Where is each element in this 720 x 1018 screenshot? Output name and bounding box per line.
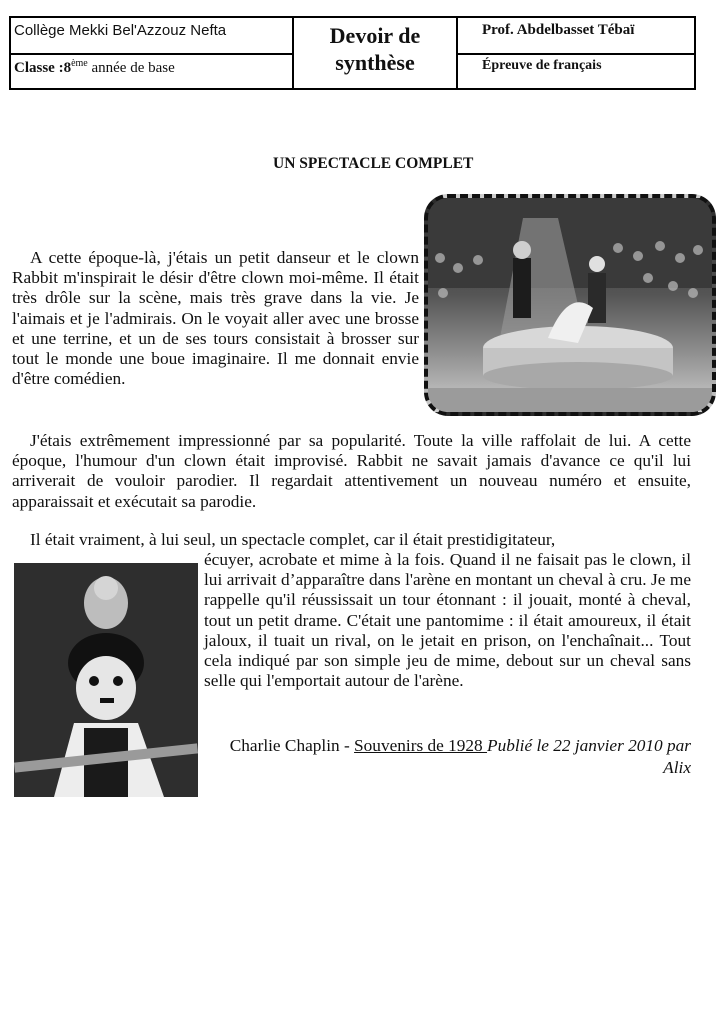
text-title: UN SPECTACLE COMPLET — [273, 155, 474, 172]
header-right-cell — [458, 18, 694, 88]
source-signature — [204, 735, 691, 779]
clown-portrait-image — [14, 563, 198, 797]
class-prefix: Classe :8 — [14, 60, 72, 76]
class-row — [11, 55, 292, 90]
chaplin-photo — [14, 563, 198, 797]
paragraph-3-first-line: Il était vraiment, à lui seul, un spectacle complet, car il était prestidigitateur, — [30, 530, 556, 549]
class-level — [11, 55, 292, 77]
paragraph-2: J'étais extrêmement impressionné par sa popularité. Toute la ville raffolait de lui. A cette époque, l'humour d'un clown était improvisé. Rabbit ne savait jamais d'avance ce qu'il lui arriverait de vouloir parodier. Il regardait attentivement un nouveau numéro et ensuite, apparaissait et exécutait sa parodie. — [12, 431, 691, 511]
exam-title — [294, 18, 458, 88]
teacher-row — [458, 18, 694, 55]
circus-photo — [424, 194, 716, 416]
subject: Épreuve de français — [482, 58, 602, 73]
author: Charlie Chaplin - — [229, 736, 355, 755]
school-name: Collège Mekki Bel'Azzouz Nefta — [14, 22, 227, 39]
circus-scene-image — [428, 198, 712, 412]
publication-info: Publié le 22 janvier 2010 par Alix — [487, 736, 691, 777]
class-sup: ème — [71, 58, 88, 69]
paragraph-3-rest: écuyer, acrobate et mime à la fois. Quand il ne faisait pas le clown, il lui arrivait d’apparaître dans l'arène en montant un cheval à cru. Je me rappelle qu'il réussissait un tour étonnant : il jouait, monté à cheval, tout un petit drame. C'était une pantomime : il était amoureux, il était jaloux, il tuait un rival, on le jetait en prison, on l'enchaînait... Tout cela indiqué par son simple jeu de mime, debout sur un cheval sans selle qui l'emportait autour de l'arène. — [204, 550, 691, 691]
teacher-name: Prof. Abdelbasset Tébaï — [482, 22, 635, 38]
school-row — [11, 18, 292, 55]
class-suffix: année de base — [87, 60, 175, 76]
exam-header — [9, 16, 696, 90]
paragraph-1: A cette époque-là, j'étais un petit danseur et le clown Rabbit m'inspirait le désir d'être clown moi-même. Il était très drôle sur la scène, mais très grave dans la vie. Je l'aimais et je l'admirais. On le voyait aller avec une brosse et une terrine, et un de ses tours consistait à brosser sur tout le monde une boue imaginaire. Il me donnait envie d'être comédien. — [12, 248, 419, 389]
header-left-cell — [11, 18, 294, 88]
exam-title-line1: Devoir de — [329, 23, 421, 48]
work-title: Souvenirs de 1928 — [354, 736, 488, 755]
subject-row — [458, 55, 694, 90]
exam-title-line2: synthèse — [335, 50, 415, 75]
